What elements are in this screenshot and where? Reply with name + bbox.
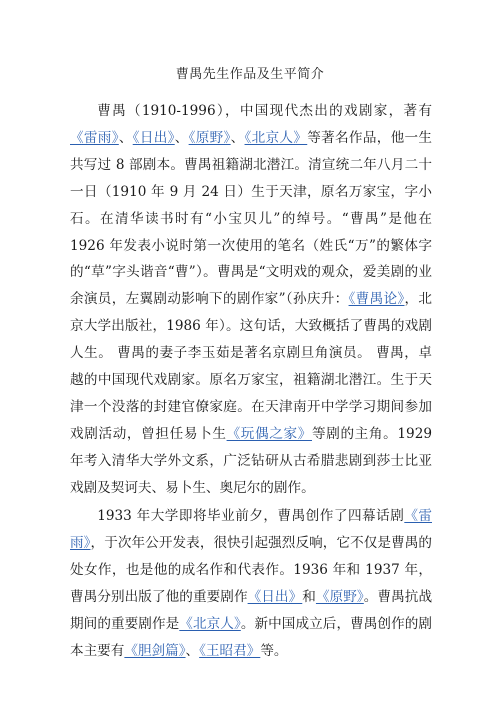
paragraph-2-container [70, 503, 432, 664]
paragraph-text: 、 [118, 129, 133, 146]
link-beijingren[interactable]: 《北京人》 [244, 129, 308, 146]
link-wanouzhijia[interactable]: 《玩偶之家》 [226, 425, 312, 442]
paragraph-text: 、 [185, 642, 200, 659]
paragraph-text: 、 [174, 129, 189, 146]
link-caoyulun[interactable]: 《曹禺论》 [348, 291, 405, 308]
paragraph-text: 和 [302, 588, 316, 605]
paragraph-1 [70, 98, 432, 502]
paragraph-text: 等。 [260, 642, 288, 659]
link-leiyu[interactable]: 《雷雨》 [70, 129, 119, 146]
link-richu-2[interactable]: 《日出》 [247, 588, 303, 605]
link-yuanye-2[interactable]: 《原野》 [315, 588, 364, 605]
paragraph-text: 。曹禺抗战期间的重要剧作是 [70, 588, 433, 632]
paragraph-text: 。新中国成立后，曹禺创作的剧本主要有 [70, 615, 433, 659]
paragraph-text: 1933 年大学即将毕业前夕，曹禺创作了四幕话剧 [97, 508, 405, 524]
paragraph-text: 曹禺（1910-1996），中国现代杰出的戏剧家，著有 [97, 103, 432, 119]
paragraph-text: 等著名作品，他一生共写过 8 部剧本。曹禺祖籍湖北潜江。清宣统二年八月二十一日（1910 年 9 月 24 日）生于天津，原名万家宝，字小石。在清华读书时有“小宝贝儿”的绰号。“曹禺”是他在 1926 年发表小说时第一次使用的笔名（姓氏“万”的繁体字的“草”字头谐音“曹”）。曹禺是“文明戏的观众，爱美剧的业余演员，左翼剧动影响下的剧作家”（孙庆升： [70, 129, 433, 308]
link-richu[interactable]: 《日出》 [132, 129, 175, 146]
link-wangzhaojun[interactable]: 《王昭君》 [199, 642, 261, 659]
paragraph-text: ，北京大学出版社，1986 年）。这句话，大致概括了曹禺的戏剧人生。 曹禺的妻子李玉茹是著名京剧旦角演员。 曹禺，卓越的中国现代戏剧家。原名万家宝，祖籍湖北潜江。生于天津一个没落的封建官僚家庭。在天津南开中学学习期间参加戏剧活动，曾担任易卜生 [70, 291, 432, 442]
document-title: 曹禺先生作品及生平简介 [175, 67, 325, 82]
paragraph-2 [70, 503, 432, 664]
paragraph-text: 等剧的主角。1929 年考入清华大学外文系，广泛钻研从古希腊悲剧到莎士比亚戏剧及契诃夫、易卜生、奥尼尔的剧作。 [70, 425, 432, 496]
paragraph-1-container [70, 98, 432, 502]
link-yuanye[interactable]: 《原野》 [188, 129, 231, 146]
link-beijingren-2[interactable]: 《北京人》 [179, 615, 241, 632]
paragraph-text: ，于次年公开发表，很快引起强烈反响，它不仅是曹禺的处女作，也是他的成名作和代表作。1936 年和 1937 年，曹禺分别出版了他的重要剧作 [70, 534, 433, 605]
link-leiyu-2[interactable]: 《雷雨》 [70, 508, 432, 551]
paragraph-text: 、 [230, 129, 245, 146]
link-danjianpian[interactable]: 《胆剑篇》 [124, 642, 186, 659]
